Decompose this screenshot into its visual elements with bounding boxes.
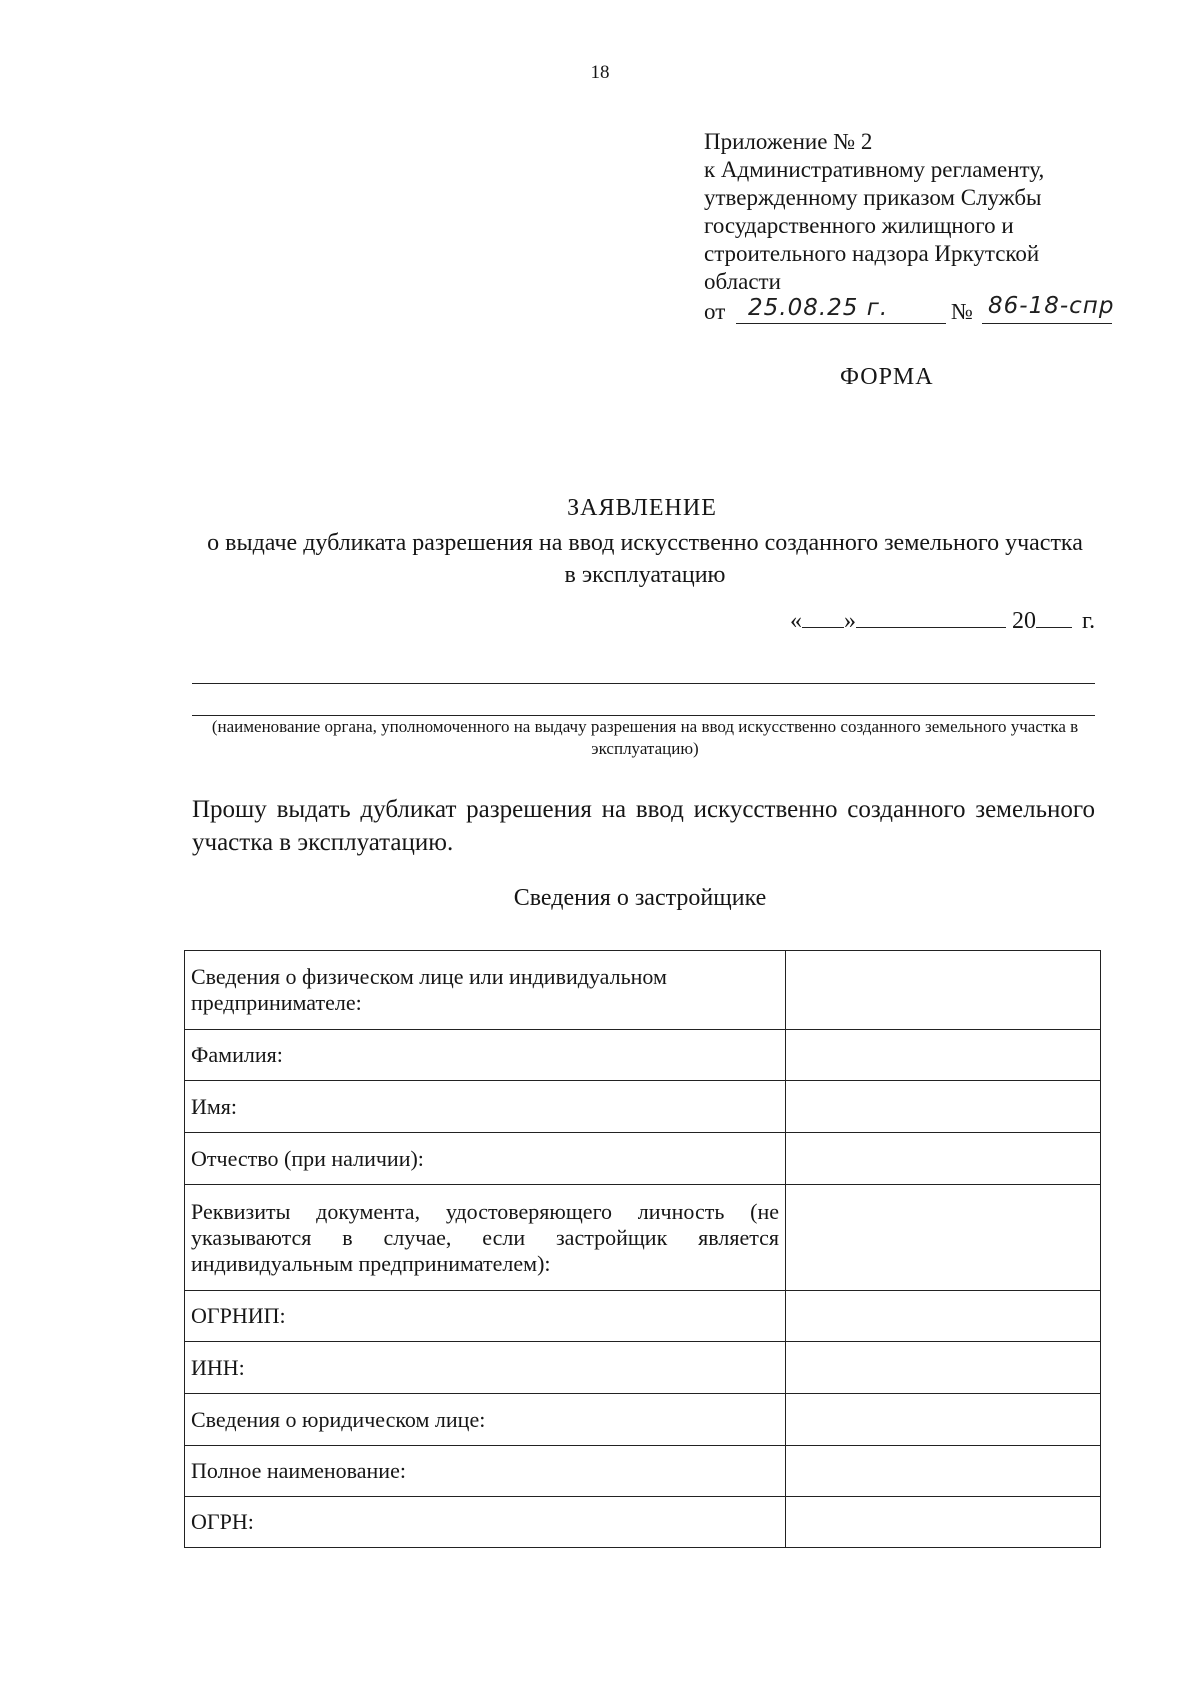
row-label: Сведения о юридическом лице: — [185, 1394, 786, 1446]
row-value-cell[interactable] — [786, 1185, 1101, 1291]
number-prefix: № — [951, 299, 973, 324]
developer-info-table — [184, 950, 1101, 1548]
document-subtitle: о выдаче дубликата разрешения на ввод искусственно созданного земельного участка в эксплуатацию — [207, 530, 1083, 588]
row-label: Реквизиты документа, удостоверяющего личность (не указываются в случае, если застройщик является индивидуальным предпринимателем): — [185, 1185, 786, 1291]
table-row — [185, 1185, 1101, 1291]
handwritten-date: 25.08.25 г. — [748, 295, 889, 321]
row-value-cell[interactable] — [786, 1081, 1101, 1133]
appendix-line: области — [704, 269, 781, 294]
appendix-line: утвержденному приказом Службы — [704, 185, 1042, 210]
year-suffix: г. — [1082, 608, 1096, 634]
year-blank[interactable] — [1036, 607, 1072, 628]
table-row — [185, 1446, 1101, 1497]
row-value-cell[interactable] — [786, 1291, 1101, 1342]
row-value-cell[interactable] — [786, 1133, 1101, 1185]
row-value-cell[interactable] — [786, 1446, 1101, 1497]
year-prefix: 20 — [1012, 608, 1036, 634]
row-label: Отчество (при наличии): — [185, 1133, 786, 1185]
document-title: ЗАЯВЛЕНИЕ — [567, 495, 717, 521]
table-row — [185, 1394, 1101, 1446]
row-label: Имя: — [185, 1081, 786, 1133]
section-title: Сведения о застройщике — [513, 885, 767, 911]
table-row — [185, 1030, 1101, 1081]
day-blank[interactable] — [802, 607, 844, 628]
month-blank[interactable] — [856, 607, 1006, 628]
row-label: ОГРНИП: — [185, 1291, 786, 1342]
appendix-line: к Административному регламенту, — [704, 157, 1045, 182]
org-name-caption: (наименование органа, уполномоченного на выдачу разрешения на ввод искусственно созданного земельного участка в эксплуатацию) — [211, 717, 1079, 758]
row-label: Фамилия: — [185, 1030, 786, 1081]
request-text: Прошу выдать дубликат разрешения на ввод искусственно созданного земельного участка в эксплуатацию. — [192, 796, 1095, 856]
row-label: ОГРН: — [185, 1497, 786, 1548]
row-label: Полное наименование: — [185, 1446, 786, 1497]
table-row — [185, 1291, 1101, 1342]
open-quote: « — [790, 608, 802, 634]
appendix-line: Приложение № 2 — [704, 129, 873, 154]
table-row — [185, 1133, 1101, 1185]
row-value-cell[interactable] — [786, 951, 1101, 1030]
org-name-line-1[interactable] — [192, 683, 1095, 684]
close-quote: » — [844, 608, 856, 634]
appendix-line: строительного надзора Иркутской — [704, 241, 1040, 266]
appendix-header — [704, 128, 1115, 330]
date-prefix: от — [704, 299, 726, 324]
page-number: 18 — [590, 62, 610, 83]
row-label: Сведения о физическом лице или индивидуальном предпринимателе: — [185, 951, 786, 1030]
date-underline — [736, 323, 946, 324]
row-value-cell[interactable] — [786, 1394, 1101, 1446]
row-value-cell[interactable] — [786, 1030, 1101, 1081]
number-underline — [982, 323, 1112, 324]
table-row — [185, 1497, 1101, 1548]
handwritten-number: 86-18-спр — [988, 293, 1115, 319]
table-row — [185, 951, 1101, 1030]
appendix-line: государственного жилищного и — [704, 213, 1014, 238]
row-label: ИНН: — [185, 1342, 786, 1394]
form-label: ФОРМА — [840, 364, 934, 390]
row-value-cell[interactable] — [786, 1342, 1101, 1394]
row-value-cell[interactable] — [786, 1497, 1101, 1548]
order-date-number — [704, 293, 1115, 330]
table-row — [185, 1342, 1101, 1394]
table-row — [185, 1081, 1101, 1133]
application-date-line — [790, 607, 1095, 635]
